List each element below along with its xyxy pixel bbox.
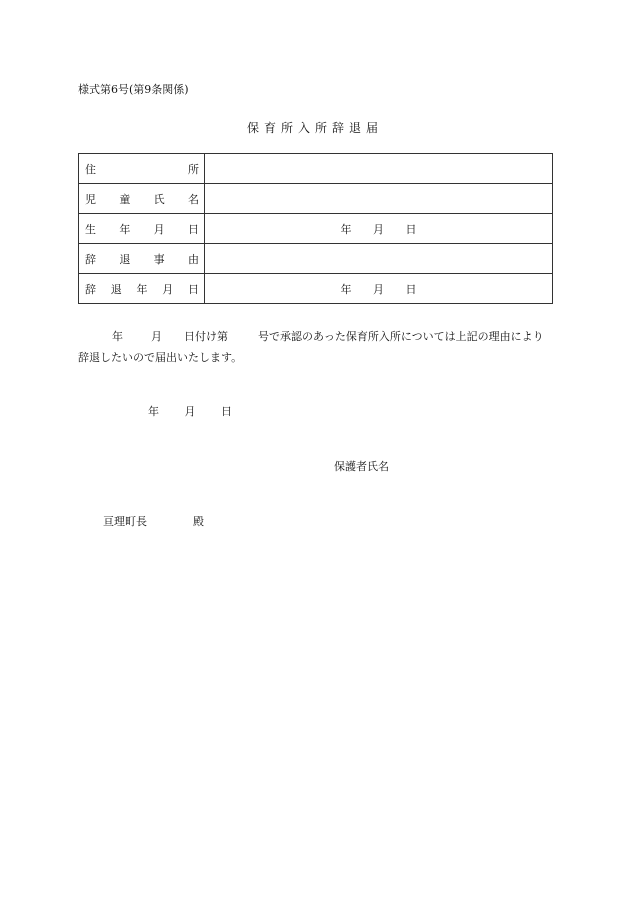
form-number: 様式第6号(第9条関係) bbox=[78, 83, 189, 96]
body-month-unit: 月 bbox=[151, 330, 162, 343]
year-unit: 年 bbox=[340, 282, 352, 296]
label-char: 日 bbox=[188, 282, 199, 296]
table-row-withdrawal-date bbox=[79, 274, 553, 304]
child-name-label bbox=[79, 184, 205, 214]
label-char: 年 bbox=[136, 282, 148, 296]
label-char: 名 bbox=[187, 192, 199, 206]
document-title: 保育所入所辞退届 bbox=[246, 121, 383, 135]
label-char: 童 bbox=[119, 192, 131, 206]
table-row-birthdate bbox=[79, 214, 553, 244]
date-day-unit: 日 bbox=[221, 405, 232, 418]
label-char: 事 bbox=[153, 252, 165, 266]
label-char: 辞 bbox=[85, 252, 96, 266]
date-month-unit: 月 bbox=[184, 405, 196, 418]
label-char: 生 bbox=[85, 222, 96, 236]
year-unit: 年 bbox=[340, 222, 352, 236]
label-char: 年 bbox=[119, 222, 131, 236]
addressee-name: 亘理町長 bbox=[103, 515, 147, 528]
label-char: 日 bbox=[187, 222, 199, 236]
body-day-prefix: 日付け第 bbox=[184, 330, 228, 343]
application-table bbox=[78, 153, 553, 304]
withdrawal-date-field[interactable] bbox=[205, 274, 553, 304]
reason-label bbox=[79, 244, 205, 274]
guardian-name-label: 保護者氏名 bbox=[334, 460, 389, 473]
reason-field[interactable] bbox=[205, 244, 553, 274]
child-name-field[interactable] bbox=[205, 184, 553, 214]
addressee-honorific: 殿 bbox=[193, 515, 204, 528]
date-year-unit: 年 bbox=[148, 405, 159, 418]
day-unit: 日 bbox=[405, 222, 417, 236]
birthdate-label bbox=[79, 214, 205, 244]
addressee bbox=[103, 513, 204, 529]
label-char: 所 bbox=[188, 162, 199, 176]
birthdate-field[interactable] bbox=[205, 214, 553, 244]
table-row-child-name bbox=[79, 184, 553, 214]
label-char: 児 bbox=[85, 192, 96, 206]
table-row-reason bbox=[79, 244, 553, 274]
label-char: 月 bbox=[153, 222, 165, 236]
withdrawal-date-label bbox=[79, 274, 205, 304]
month-unit: 月 bbox=[373, 222, 384, 236]
label-char: 退 bbox=[119, 252, 131, 266]
label-char: 辞 bbox=[85, 282, 96, 296]
body-rest: 号で承認のあった保育所入所については上記の理由により辞退したいので届出いたします。 bbox=[78, 330, 544, 364]
label-char: 由 bbox=[187, 252, 199, 266]
label-char: 月 bbox=[162, 282, 174, 296]
table-row-address bbox=[79, 154, 553, 184]
body-year-unit: 年 bbox=[112, 330, 123, 343]
declaration-text bbox=[78, 326, 552, 368]
submission-date bbox=[148, 403, 254, 419]
address-label bbox=[79, 154, 205, 184]
label-char: 退 bbox=[110, 282, 122, 296]
label-char: 住 bbox=[85, 162, 96, 176]
address-field[interactable] bbox=[205, 154, 553, 184]
label-char: 氏 bbox=[153, 192, 165, 206]
day-unit: 日 bbox=[405, 282, 417, 296]
month-unit: 月 bbox=[373, 282, 384, 296]
